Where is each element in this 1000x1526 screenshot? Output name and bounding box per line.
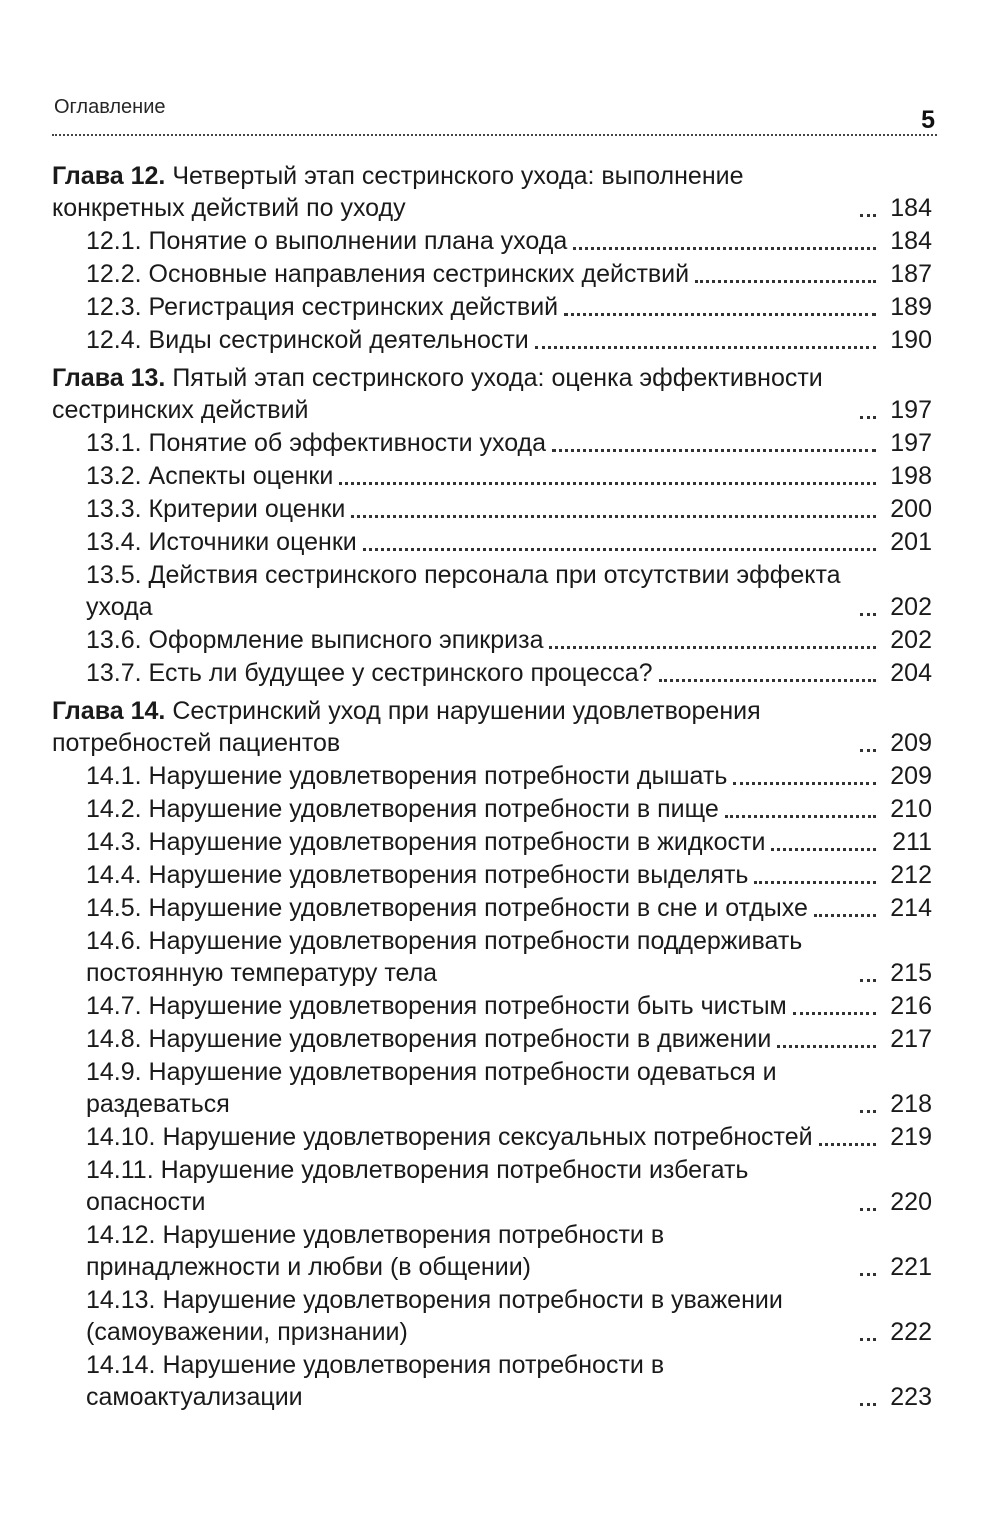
section-page: 217 xyxy=(890,1025,932,1053)
chapter-label: Глава 12. xyxy=(52,162,166,190)
section-page: 200 xyxy=(890,495,932,523)
toc-chapter-13[interactable] xyxy=(52,362,932,426)
dot-leader xyxy=(860,979,876,982)
section-page: 190 xyxy=(890,326,932,354)
toc-section[interactable] xyxy=(52,460,932,492)
chapter-label: Глава 13. xyxy=(52,364,166,392)
section-title: 14.9. Нарушение удовлетворения потребности одеваться и раздеваться xyxy=(86,1058,777,1118)
running-head xyxy=(52,88,937,144)
dot-leader xyxy=(733,782,876,785)
chapter-page: 209 xyxy=(890,729,932,757)
section-page: 218 xyxy=(890,1090,932,1118)
section-title: 14.13. Нарушение удовлетворения потребности в уважении (самоуважении, признании) xyxy=(86,1286,783,1346)
chapter-title: Четвертый этап сестринского ухода: выполнение конкретных действий по уходу xyxy=(52,162,744,222)
toc-section[interactable] xyxy=(52,526,932,558)
toc-section[interactable] xyxy=(52,493,932,525)
header-divider xyxy=(52,134,937,136)
table-of-contents xyxy=(52,160,932,1414)
toc-section[interactable] xyxy=(52,1121,932,1153)
section-title: 12.1. Понятие о выполнении плана ухода xyxy=(86,227,568,255)
dot-leader xyxy=(860,1403,876,1406)
toc-section[interactable] xyxy=(52,1056,932,1120)
dot-leader xyxy=(860,214,876,217)
section-title: 14.7. Нарушение удовлетворения потребности быть чистым xyxy=(86,992,787,1020)
section-title: 14.5. Нарушение удовлетворения потребности в сне и отдыхе xyxy=(86,894,808,922)
section-page: 220 xyxy=(890,1188,932,1216)
toc-section[interactable] xyxy=(52,258,932,290)
section-page: 219 xyxy=(890,1123,932,1151)
section-page: 212 xyxy=(890,861,932,889)
section-title: 13.2. Аспекты оценки xyxy=(86,462,334,490)
chapter-title: Пятый этап сестринского ухода: оценка эффективности сестринских действий xyxy=(52,364,823,424)
toc-section[interactable] xyxy=(52,826,932,858)
toc-section[interactable] xyxy=(52,1284,932,1348)
chapter-title: Сестринский уход при нарушении удовлетворения потребностей пациентов xyxy=(52,697,761,757)
section-page: 202 xyxy=(890,593,932,621)
section-page: 210 xyxy=(890,795,932,823)
chapter-page: 197 xyxy=(890,396,932,424)
section-title: 13.7. Есть ли будущее у сестринского процесса? xyxy=(86,659,653,687)
toc-section[interactable] xyxy=(52,1349,932,1413)
section-title: 14.14. Нарушение удовлетворения потребности в самоактуализации xyxy=(86,1351,665,1411)
toc-section[interactable] xyxy=(52,324,932,356)
section-page: 215 xyxy=(890,959,932,987)
chapter-label: Глава 14. xyxy=(52,697,166,725)
toc-section[interactable] xyxy=(52,559,932,623)
toc-section[interactable] xyxy=(52,793,932,825)
section-title: 12.2. Основные направления сестринских действий xyxy=(86,260,690,288)
toc-chapter-12[interactable] xyxy=(52,160,932,224)
section-page: 187 xyxy=(890,260,932,288)
section-page: 209 xyxy=(890,762,932,790)
section-page: 221 xyxy=(890,1253,932,1281)
toc-section[interactable] xyxy=(52,760,932,792)
dot-leader xyxy=(860,1273,876,1276)
dot-leader xyxy=(659,679,876,682)
dot-leader xyxy=(351,515,876,518)
dot-leader xyxy=(363,548,876,551)
toc-section[interactable] xyxy=(52,892,932,924)
section-page: 216 xyxy=(890,992,932,1020)
toc-section[interactable] xyxy=(52,1219,932,1283)
section-title: 13.3. Критерии оценки xyxy=(86,495,346,523)
toc-chapter-14[interactable] xyxy=(52,695,932,759)
dot-leader xyxy=(695,280,876,283)
section-page: 204 xyxy=(890,659,932,687)
section-title: 14.2. Нарушение удовлетворения потребности в пище xyxy=(86,795,719,823)
section-title: 13.4. Источники оценки xyxy=(86,528,357,556)
dot-leader xyxy=(860,1208,876,1211)
dot-leader xyxy=(754,881,876,884)
toc-section[interactable] xyxy=(52,624,932,656)
section-title: 13.6. Оформление выписного эпикриза xyxy=(86,626,544,654)
toc-section[interactable] xyxy=(52,990,932,1022)
section-page: 223 xyxy=(890,1383,932,1411)
section-page: 214 xyxy=(890,894,932,922)
toc-section[interactable] xyxy=(52,1023,932,1055)
section-title: 14.6. Нарушение удовлетворения потребности поддерживать постоянную температуру тела xyxy=(86,927,803,987)
section-title: 14.8. Нарушение удовлетворения потребности в движении xyxy=(86,1025,772,1053)
dot-leader xyxy=(860,1110,876,1113)
dot-leader xyxy=(860,416,876,419)
section-title: 13.1. Понятие об эффективности ухода xyxy=(86,429,547,457)
section-page: 211 xyxy=(892,828,932,856)
dot-leader xyxy=(552,449,876,452)
section-page: 184 xyxy=(890,227,932,255)
dot-leader xyxy=(725,815,876,818)
dot-leader xyxy=(793,1012,876,1015)
dot-leader xyxy=(860,613,876,616)
dot-leader xyxy=(771,848,876,851)
toc-section[interactable] xyxy=(52,925,932,989)
section-page: 201 xyxy=(890,528,932,556)
dot-leader xyxy=(819,1143,876,1146)
section-title: 14.10. Нарушение удовлетворения сексуальных потребностей xyxy=(86,1123,813,1151)
running-title: Оглавление xyxy=(54,96,166,118)
dot-leader xyxy=(860,1338,876,1341)
dot-leader xyxy=(814,914,876,917)
dot-leader xyxy=(535,346,876,349)
section-title: 14.4. Нарушение удовлетворения потребности выделять xyxy=(86,861,749,889)
page-number: 5 xyxy=(921,106,935,134)
dot-leader xyxy=(860,749,876,752)
section-page: 189 xyxy=(890,293,932,321)
section-title: 14.12. Нарушение удовлетворения потребности в принадлежности и любви (в общении) xyxy=(86,1221,665,1281)
section-title: 14.11. Нарушение удовлетворения потребности избегать опасности xyxy=(86,1156,749,1216)
section-page: 202 xyxy=(890,626,932,654)
toc-section[interactable] xyxy=(52,1154,932,1218)
section-page: 222 xyxy=(890,1318,932,1346)
section-title: 14.1. Нарушение удовлетворения потребности дышать xyxy=(86,762,728,790)
dot-leader xyxy=(549,646,876,649)
toc-section[interactable] xyxy=(52,657,932,689)
section-title: 14.3. Нарушение удовлетворения потребности в жидкости xyxy=(86,828,766,856)
section-title: 12.3. Регистрация сестринских действий xyxy=(86,293,559,321)
dot-leader xyxy=(564,313,876,316)
toc-section[interactable] xyxy=(52,427,932,459)
dot-leader xyxy=(777,1045,876,1048)
toc-section[interactable] xyxy=(52,225,932,257)
section-page: 197 xyxy=(890,429,932,457)
section-page: 198 xyxy=(890,462,932,490)
dot-leader xyxy=(339,482,876,485)
toc-section[interactable] xyxy=(52,859,932,891)
dot-leader xyxy=(573,247,876,250)
toc-section[interactable] xyxy=(52,291,932,323)
chapter-page: 184 xyxy=(890,194,932,222)
section-title: 13.5. Действия сестринского персонала при отсутствии эффекта ухода xyxy=(86,561,841,621)
section-title: 12.4. Виды сестринской деятельности xyxy=(86,326,529,354)
